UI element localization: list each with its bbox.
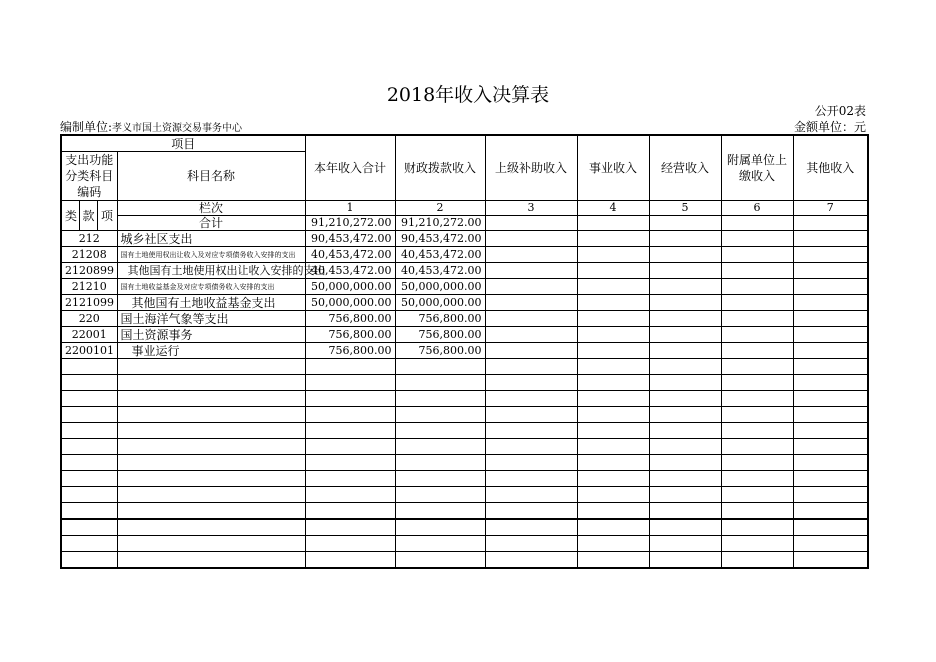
- row-name: 事业运行: [117, 343, 305, 359]
- row-code: 220: [61, 311, 117, 327]
- header-col-5: 经营收入: [649, 135, 721, 201]
- col-number: 3: [485, 201, 577, 216]
- col-number: 1: [305, 201, 395, 216]
- row-value-2: 756,800.00: [395, 327, 485, 343]
- header-kuan: 款: [79, 201, 97, 231]
- row-name: 国土资源事务: [117, 327, 305, 343]
- row-value-1: 756,800.00: [305, 343, 395, 359]
- header-subject-name: 科目名称: [117, 152, 305, 201]
- row-value-2: 756,800.00: [395, 343, 485, 359]
- empty-row: [61, 519, 868, 536]
- col-number: 7: [793, 201, 868, 216]
- empty-row: [61, 487, 868, 503]
- total-value-1: 91,210,272.00: [305, 216, 395, 231]
- empty-row: [61, 471, 868, 487]
- empty-row: [61, 423, 868, 439]
- row-value-1: 50,000,000.00: [305, 279, 395, 295]
- row-code: 21208: [61, 247, 117, 263]
- row-name: 国有土地收益基金及对应专项债务收入安排的支出: [117, 279, 305, 295]
- row-code: 22001: [61, 327, 117, 343]
- row-value-2: 90,453,472.00: [395, 231, 485, 247]
- row-value-2: 40,453,472.00: [395, 263, 485, 279]
- header-col-2: 财政拨款收入: [395, 135, 485, 201]
- row-name: 国土海洋气象等支出: [117, 311, 305, 327]
- report-title: 2018年收入决算表: [386, 84, 550, 106]
- header-code-group: 支出功能分类科目编码: [61, 152, 117, 201]
- row-value-1: 40,453,472.00: [305, 247, 395, 263]
- col-number: 4: [577, 201, 649, 216]
- empty-row: [61, 391, 868, 407]
- header-col-7: 其他收入: [793, 135, 868, 201]
- empty-row: [61, 552, 868, 569]
- header-lei: 类: [61, 201, 79, 231]
- row-value-2: 40,453,472.00: [395, 247, 485, 263]
- col-number: 5: [649, 201, 721, 216]
- org-line: [60, 118, 242, 135]
- row-value-1: 756,800.00: [305, 327, 395, 343]
- empty-row: [61, 455, 868, 471]
- col-number: 2: [395, 201, 485, 216]
- row-code: 2120899: [61, 263, 117, 279]
- org-name: 孝义市国土资源交易事务中心: [112, 123, 243, 134]
- row-value-2: 50,000,000.00: [395, 295, 485, 311]
- header-item: 项目: [61, 135, 305, 152]
- row-value-1: 50,000,000.00: [305, 295, 395, 311]
- empty-row: [61, 439, 868, 455]
- row-code: 2200101: [61, 343, 117, 359]
- row-code: 2121099: [61, 295, 117, 311]
- form-number: 公开02表: [814, 104, 866, 118]
- header-col-6: 附属单位上缴收入: [721, 135, 793, 201]
- org-label: 编制单位:: [60, 120, 113, 134]
- header-col-4: 事业收入: [577, 135, 649, 201]
- amount-unit: 金额单位：元: [793, 120, 866, 134]
- row-value-2: 50,000,000.00: [395, 279, 485, 295]
- header-col-3: 上级补助收入: [485, 135, 577, 201]
- row-name: 其他国有土地收益基金支出: [117, 295, 305, 311]
- total-value-2: 91,210,272.00: [395, 216, 485, 231]
- row-value-1: 90,453,472.00: [305, 231, 395, 247]
- empty-row: [61, 359, 868, 375]
- total-label: 合计: [117, 216, 305, 231]
- header-col-1: 本年收入合计: [305, 135, 395, 201]
- empty-row: [61, 375, 868, 391]
- row-name: 国有土地使用权出让收入及对应专项债务收入安排的支出: [117, 247, 305, 263]
- header-xiang: 项: [97, 201, 117, 231]
- row-value-1: 756,800.00: [305, 311, 395, 327]
- row-value-1: 40,453,472.00: [305, 263, 395, 279]
- row-name: 其他国有土地使用权出让收入安排的支出: [117, 263, 305, 279]
- row-value-2: 756,800.00: [395, 311, 485, 327]
- empty-row: [61, 407, 868, 423]
- row-code: 21210: [61, 279, 117, 295]
- header-lanci: 栏次: [117, 201, 305, 216]
- row-code: 212: [61, 231, 117, 247]
- row-name: 城乡社区支出: [117, 231, 305, 247]
- col-number: 6: [721, 201, 793, 216]
- empty-row: [61, 536, 868, 552]
- empty-row: [61, 503, 868, 520]
- income-table: [60, 134, 869, 569]
